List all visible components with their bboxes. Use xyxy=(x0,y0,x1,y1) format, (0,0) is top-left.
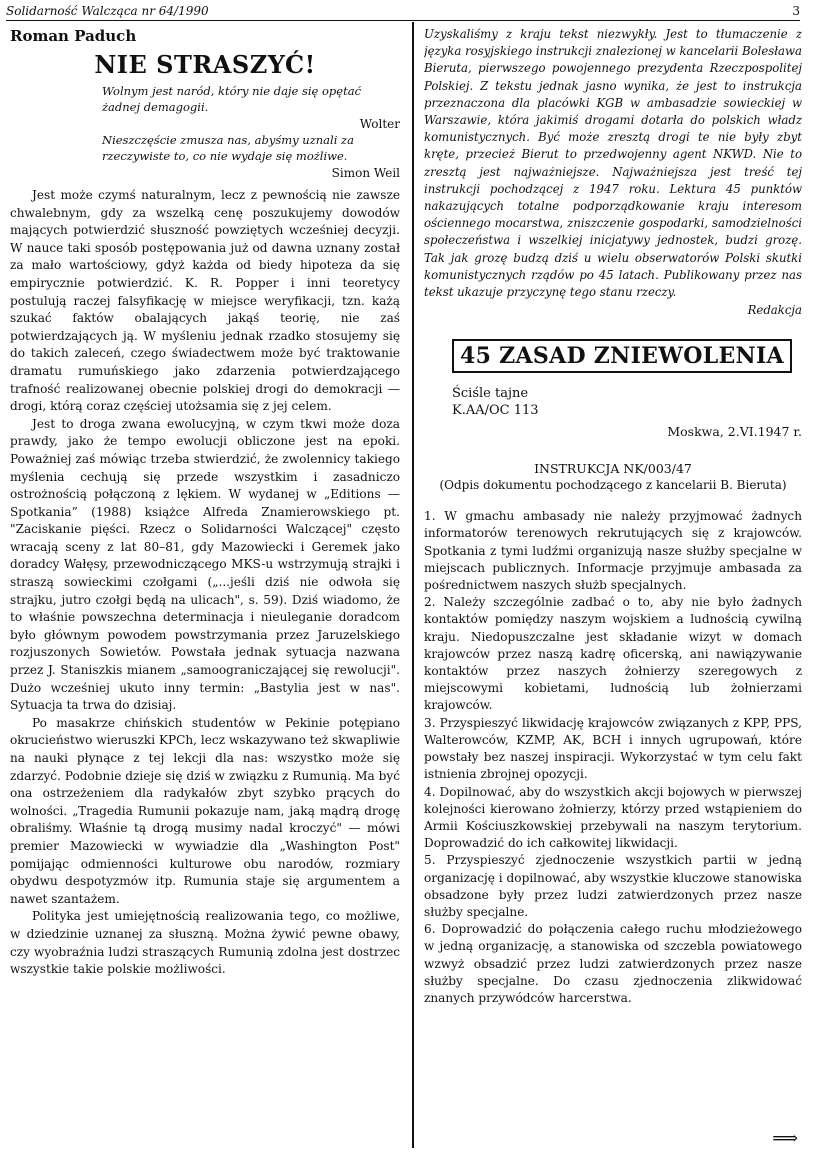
page-number: 3 xyxy=(792,4,800,18)
instruction-point: 4. Dopilnować, aby do wszystkich akcji bojowych w pierwszej kolejności kierowano żołnierzy, którzy przed wstąpieniem do Armii Kościuszkowskiej przebywali na naszym terytorium. Doprowadzić do ich całkowitej likwidacji. xyxy=(424,784,802,851)
article-paragraph: Jest może czymś naturalnym, lecz z pewnością nie zawsze chwalebnym, gdy za wszelką cenę poszukujemy dowodów mających potwierdzić słuszność powziętych wcześniej decyzji. W nauce taki sposób postępowania już od dawna uznany został za mało wartościowy, gdyż każda od biedy hipoteza da się empirycznie potwierdzić. K. R. Popper i inni teoretycy postulują raczej falsyfikację w miejsce weryfikacji, tzn. każą szukać faktów obalających jakąś teorię, nie zaś potwierdzających ją. W myśleniu jednak rzadko stosujemy się do takich zaleceń, czego świadectwem może być traktowanie dramatu rumuńskiego jako zdarzenia potwierdzającego trafność realizowanej obecnie polskiej drogi do demokracji — drogi, którą coraz częściej utożsamia się z jej celem. xyxy=(10,188,400,414)
article-paragraph: Jest to droga zwana ewolucyjną, w czym tkwi może doza prawdy, jako że tempo ewolucji obliczone jest na epoki. Poważniej zaś mówiąc trzeba stwierdzić, że zwolennicy takiego myślenia cechują się przede wszystkim i zasadniczo ostrożnością połączoną z lękiem. W wydanej w „Editions — Spotkania” (1988) książce Alfreda Znamierowskiego pt. "Zaciskanie pięści. Rzecz o Solidarności Walczącej" często wracają sceny z lat 80–81, gdy Mazowiecki i Geremek jako doradcy Wałęsy, przewodniczącego MKS-u wstrzymują strajki i straszą sowieckimi czołgami („...jeśli dziś nie odwoła się strajku, jutro czołgi będą na ulicach", s. 59). Dziś wiadomo, że to właśnie powszechna determinacja i nieuleganie doradcom było głównym powodem powstrzymania przez Jaruzelskiego rozjuszonych Sowietów. Powstała jednak sytuacja nazwana przez J. Staniszkis mianem „samoograniczającej się rewolucji". Dużo wcześniej ukuto inny termin: „Bastylia jest w nas". Sytuacja ta trwa do dzisiaj. xyxy=(10,416,400,713)
editorial-signature: Redakcja xyxy=(747,303,802,318)
document-title: 45 ZASAD ZNIEWOLENIA xyxy=(452,339,792,373)
page-header xyxy=(6,2,800,21)
place-date: Moskwa, 2.VI.1947 r. xyxy=(667,424,802,440)
column-divider xyxy=(412,22,414,1148)
article-author: Roman Paduch xyxy=(10,27,137,45)
editorial-text: Uzyskaliśmy z kraju tekst niezwykły. Jest to tłumaczenie z języka rosyjskiego instrukcji znalezionej w kancelarii Bolesława Bieruta, pierwszego powojennego prezydenta Rzeczpospolitej Polskiej. Z tekstu jednak jasno wynika, że jest to instrukcja przeznaczona dla placówki KGB w ambasadzie sowieckiej w Warszawie, która jakimiś drogami dotarła do polskich władz komunistycznych. Być może zresztą drogi te nie były zbyt kręte, przecież Bierut to przedwojenny agent NKWD. Nie to zresztą jest najważniejsze. Najważniejsza jest treść tej instrukcji pochodzącej z 1947 roku. Lektura 45 punktów nakazujących totalne podporządkowanie kraju interesom ościennego mocarstwa, zniszczenie gospodarki, samodzielności społeczeństwa i wszelkiej inicjatywy jednostek, budzi grozę. Tak jak grozę budzą dziś u wielu obserwatorów Polski skutki komunistycznych rządów po 45 latach. Publikowany przez nas tekst ukazuje przyczynę tego stanu rzeczy. xyxy=(424,27,802,300)
article-paragraph: Po masakrze chińskich studentów w Pekinie potępiano okrucieństwo wieruszki KPCh, lecz wskazywano też skwapliwie na nauki płynące z tej lekcji dla nas: wszystko może się zdarzyć. Podobnie dzieje się dziś w związku z Rumunią. Ma być ona ostrzeżeniem dla radykałów zbyt szybko prących do wolności. „Tragedia Rumunii pokazuje nam, jaką mądrą drogę obraliśmy. Właśnie tą drogą musimy nadal kroczyć" — mówi premier Mazowiecki w wywiadzie dla „Washington Post" pomijając odmienności kulturowe obu narodów, rozmiary obydwu despotyzmów itp. Rumunia staje się argumentem a nawet szantażem. xyxy=(10,715,400,906)
publication-name: Solidarność Walcząca nr 64/1990 xyxy=(6,4,209,18)
article-paragraph: Polityka jest umiejętnością realizowania tego, co możliwe, w dziedzinie uznanej za słuszną. Można żywić pewne obawy, czy wyobraźnia ludzi straszących Rumunią zdolna jest dostrzec wszystkie takie polskie możliwości. xyxy=(10,909,400,977)
motto-author: Wolter xyxy=(359,117,400,131)
motto-author: Simon Weil xyxy=(331,166,400,180)
editorial-intro xyxy=(424,26,802,301)
instruction-point: 1. W gmachu ambasady nie należy przyjmować żadnych informatorów terenowych rekrutujących się z krajowców. Spotkania z tymi ludźmi organizują nasze służby specjalne w miejscach publicznych. Informacje przyjmuje ambasada za pośrednictwem naszych służb specjalnych. xyxy=(424,509,802,593)
instruction-subtitle: (Odpis dokumentu pochodzącego z kancelarii B. Bieruta) xyxy=(439,478,787,493)
motto-text: Wolnym jest naród, który nie daje się opętać żadnej demagogii. xyxy=(102,84,362,114)
instruction-point: 2. Należy szczególnie zadbać o to, aby nie było żadnych kontaktów pomiędzy naszym wojskiem a ludnością cywilną kraju. Niedopuszczalne jest składanie wizyt w domach krajowców przez naszą kadrę oficerską, ani nawiązywanie kontaktów przez naszych żołnierzy szeregowych z miejscowymi kobietami, ludnością lub żołnierzami krajowców. xyxy=(424,595,802,713)
left-column xyxy=(10,26,400,1150)
motto-text: Nieszczęście zmusza nas, abyśmy uznali za rzeczywiste to, co nie wydaje się możliwe. xyxy=(102,133,354,163)
instruction-title: INSTRUKCJA NK/003/47 xyxy=(534,461,692,477)
instruction-point: 5. Przyspieszyć zjednoczenie wszystkich partii w jedną organizację i dopilnować, aby wszystkie kluczowe stanowiska obsadzone były przez ludzi zatwierdzonych przez nasze służby specjalne. xyxy=(424,853,802,919)
instruction-points xyxy=(424,508,802,1007)
article-title: NIE STRASZYĆ! xyxy=(94,50,316,79)
instruction-point: 6. Doprowadzić do połączenia całego ruchu młodzieżowego w jedną organizację, a stanowiska od szczebla powiatowego wzwyż obsadzić przez ludzi zatwierdzonych przez nasze służby specjalne. Do czasu zjednoczenia zlikwidować znanych przywódców harcerstwa. xyxy=(424,922,802,1005)
right-column xyxy=(424,26,802,1150)
classification-label: Ściśle tajne xyxy=(452,386,529,402)
continued-arrow-icon: ⟹ xyxy=(772,1128,798,1149)
instruction-point: 3. Przyspieszyć likwidację krajowców związanych z KPP, PPS, Walterowców, KZMP, AK, BCH i innych ugrupowań, które powstały bez naszej inspiracji. Wykorzystać w tym celu fakt istnienia zbrojnej opozycji. xyxy=(424,715,802,782)
article-body xyxy=(10,187,400,979)
reference-number: K.AA/OC 113 xyxy=(452,403,539,419)
document-classification-block xyxy=(452,385,802,419)
